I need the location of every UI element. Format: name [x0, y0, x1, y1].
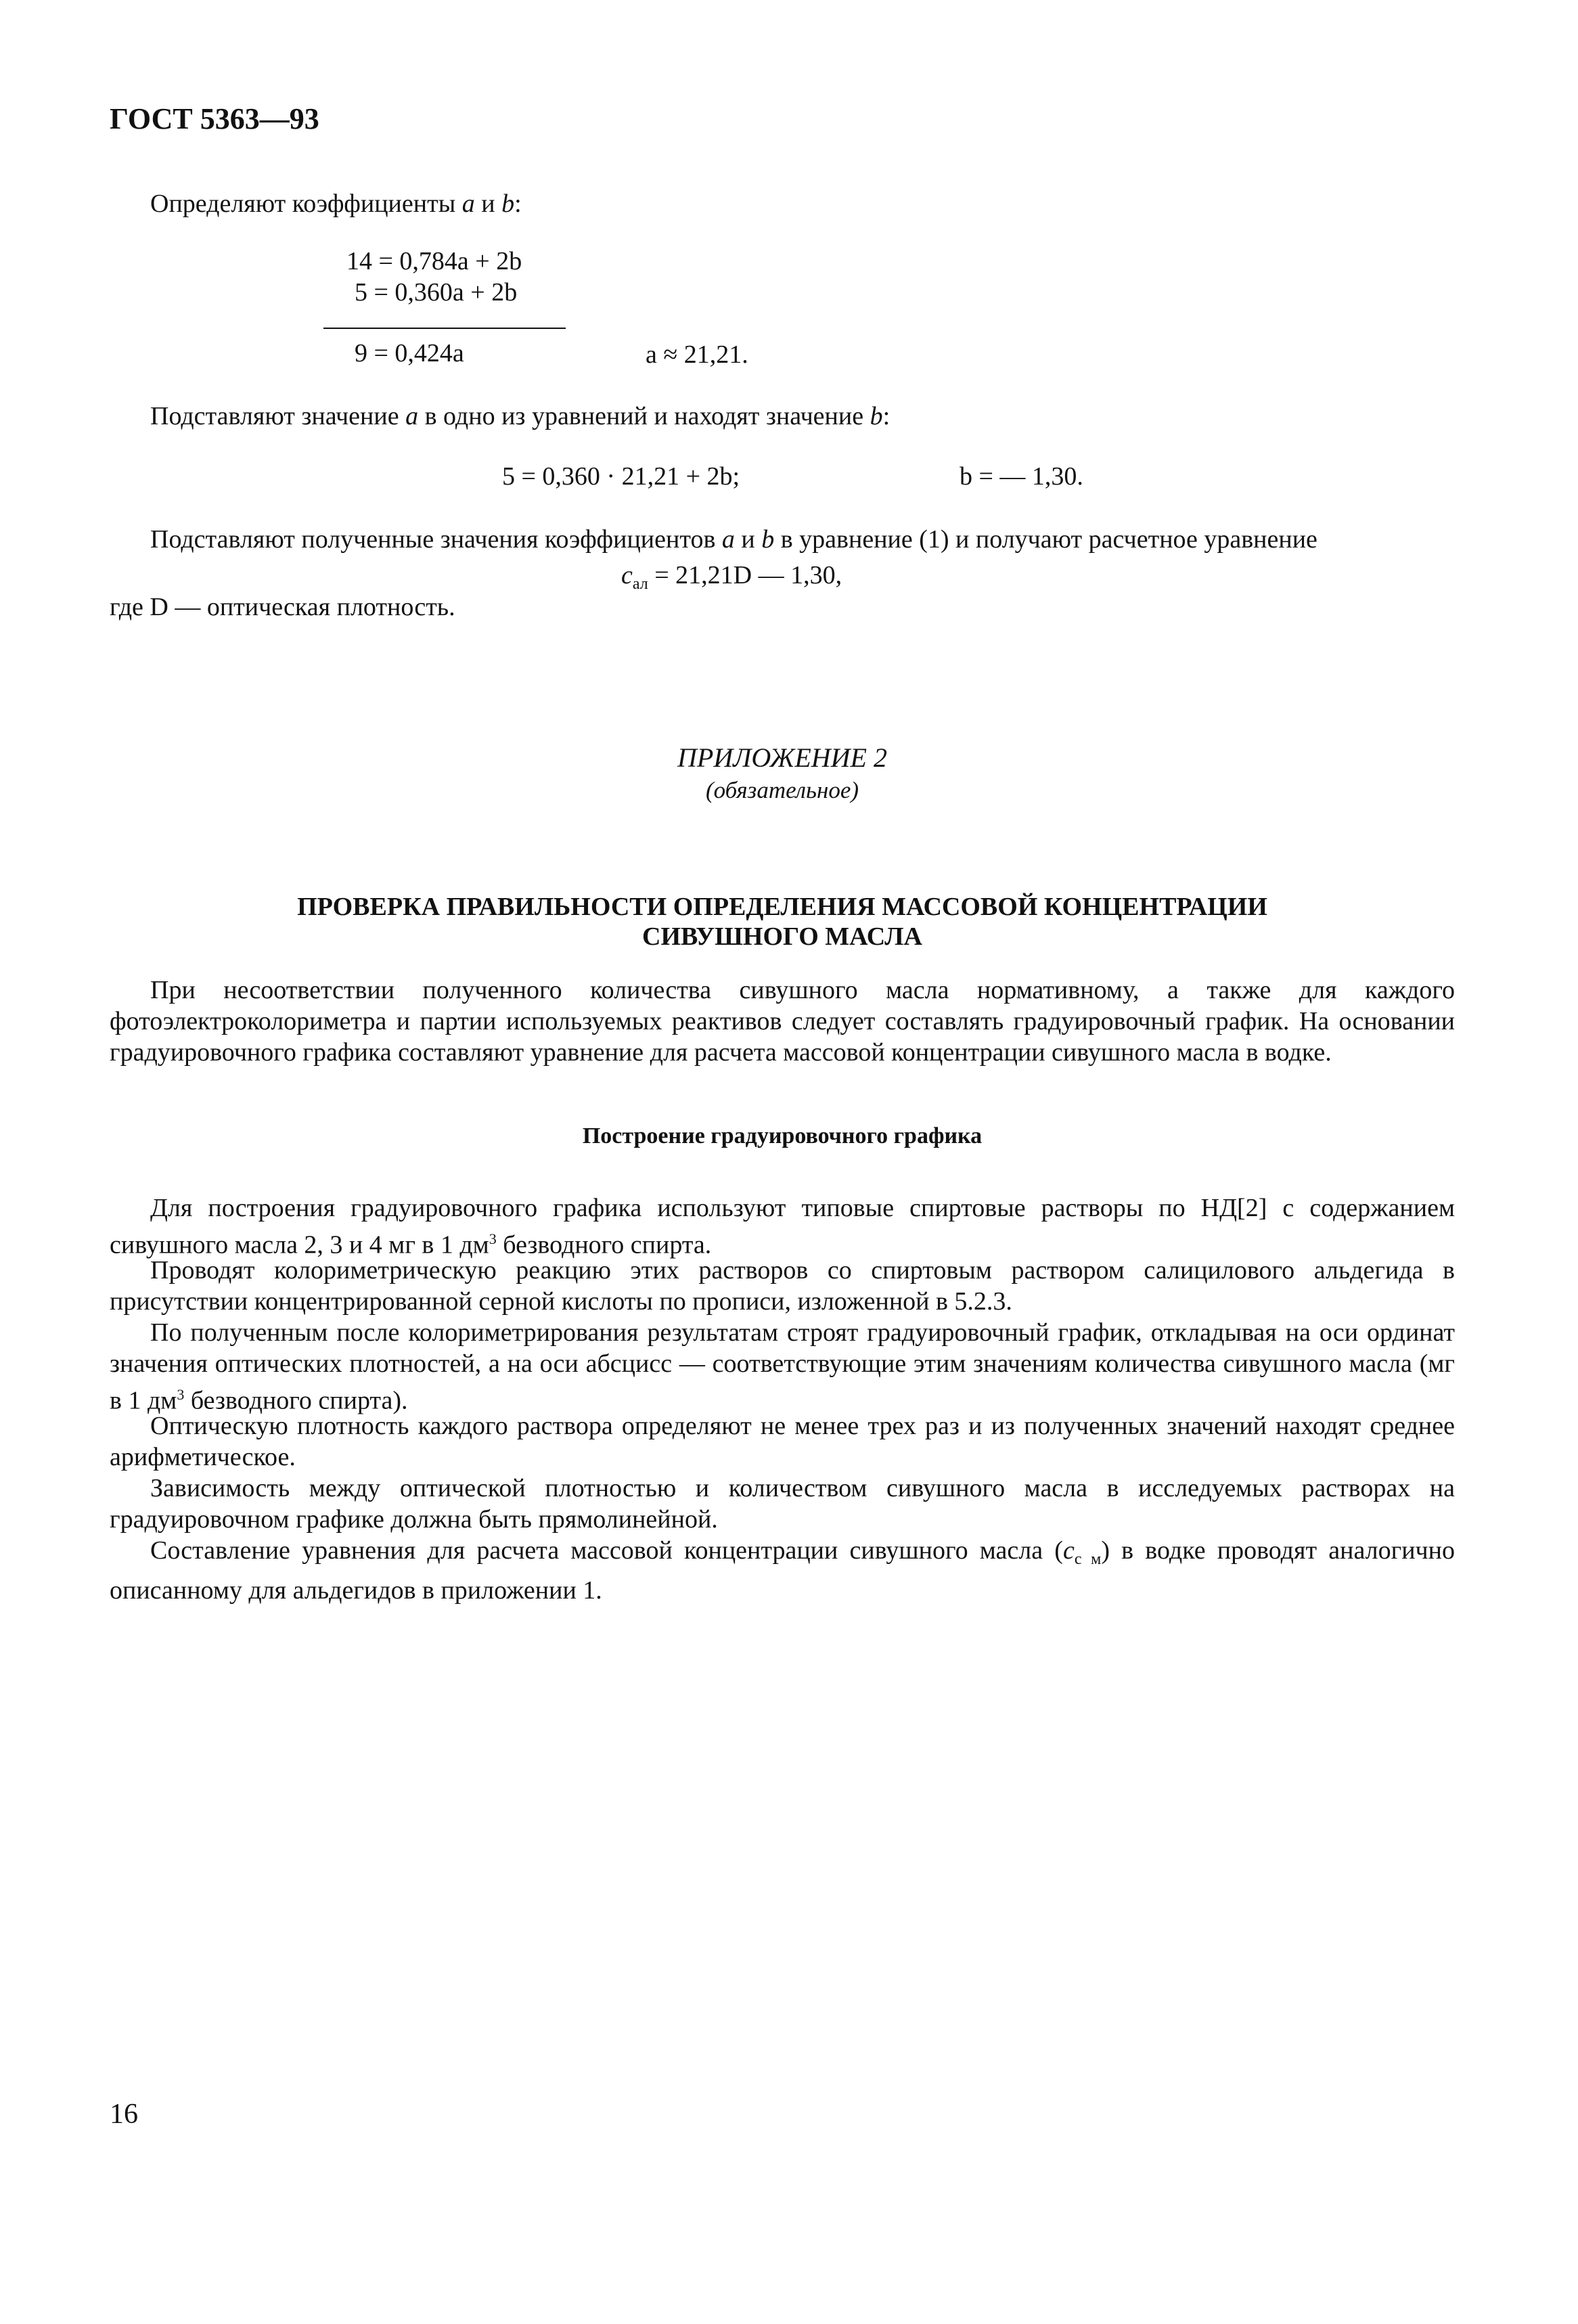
paragraph-solutions-sup: 3	[489, 1230, 497, 1247]
where-d-definition: где D — оптическая плотность.	[110, 593, 455, 621]
substitute-intro	[150, 401, 890, 432]
substitute-intro-mid: в одно из уравнений и находят значение	[418, 402, 870, 430]
final-intro-pre: Подставляют полученные значения коэффициентов	[150, 525, 722, 554]
paragraph-linearity: Зависимость между оптической плотностью и количеством сивушного масла в исследуемых растворах на градуировочном графике должна быть прямолинейной.	[110, 1474, 1455, 1534]
paragraph-plotting-sup: 3	[177, 1386, 185, 1403]
substitute-b: b	[870, 402, 883, 430]
page-number: 16	[110, 2099, 138, 2130]
coefficient-a: a	[461, 189, 475, 218]
b-result: b = — 1,30.	[960, 462, 1083, 491]
final-equation-c: c	[621, 561, 633, 589]
section-title-line-1: ПРОВЕРКА ПРАВИЛЬНОСТИ ОПРЕДЕЛЕНИЯ МАССОВОЙ КОНЦЕНТРАЦИИ	[297, 893, 1267, 921]
final-equation-subscript: ал	[632, 575, 648, 593]
paragraph-solutions-post: безводного спирта.	[496, 1230, 712, 1259]
paragraph-optical-density: Оптическую плотность каждого раствора определяют не менее трех раз и из полученных значений находят среднее арифметическое.	[110, 1412, 1455, 1471]
appendix-subtitle: (обязательное)	[705, 777, 859, 803]
paragraph-solutions	[110, 1192, 1455, 1261]
final-intro-post: в уравнение (1) и получают расчетное уравнение	[774, 525, 1317, 554]
substitute-intro-post: :	[882, 402, 891, 430]
paragraph-equation-post: ) в водке проводят аналогично описанному для альдегидов в приложении 1.	[110, 1536, 1455, 1605]
substitute-intro-pre: Подставляют значение	[150, 402, 406, 430]
paragraph-equation-c: c	[1062, 1536, 1075, 1565]
system-equation-2: 5 = 0,360a + 2b	[355, 278, 518, 307]
paragraph-equation-subscript: с м	[1074, 1550, 1102, 1568]
final-equation	[621, 560, 842, 594]
document-header: ГОСТ 5363—93	[110, 102, 319, 135]
paragraph-equation-pre: Составление уравнения для расчета массовой концентрации сивушного масла (	[150, 1536, 1063, 1565]
system-difference: 9 = 0,424a	[355, 339, 464, 367]
a-result: a ≈ 21,21.	[646, 340, 748, 369]
final-equation-intro	[150, 524, 1317, 555]
paragraph-solutions-pre: Для построения градуировочного графика используют типовые спиртовые растворы по НД[2] с содержанием сивушного масла 2, 3 и 4 мг в 1 дм	[110, 1194, 1455, 1259]
intro-paragraph: При несоответствии полученного количества сивушного масла нормативному, а также для каждого фотоэлектроколориметра и партии используемых реактивов следует составлять градуировочный график. На основании градуировочного графика составляют уравнение для расчета массовой концентрации сивушного масла в водке.	[110, 976, 1455, 1067]
section-title-line-2: СИВУШНОГО МАСЛА	[642, 922, 922, 951]
system-equation-1: 14 = 0,784a + 2b	[346, 247, 522, 275]
final-intro-b: b	[761, 525, 775, 554]
paragraph-equation	[110, 1535, 1455, 1606]
coefficients-intro	[150, 188, 522, 219]
appendix-title: ПРИЛОЖЕНИЕ 2	[677, 742, 887, 773]
final-intro-a: a	[721, 525, 735, 554]
paragraph-reaction: Проводят колориметрическую реакцию этих растворов со спиртовым раствором салицилового альдегида в присутствии концентрированной серной кислоты по прописи, изложенной в 5.2.3.	[110, 1256, 1455, 1316]
subtraction-rule	[323, 328, 566, 329]
substitute-equation: 5 = 0,360 · 21,21 + 2b;	[502, 462, 740, 491]
final-intro-mid: и	[734, 525, 762, 554]
coefficients-intro-pre: Определяют коэффициенты	[150, 189, 462, 218]
coefficients-intro-post: :	[514, 189, 522, 218]
final-equation-rest: = 21,21D — 1,30,	[648, 561, 842, 589]
paragraph-plotting-post: безводного спирта).	[184, 1386, 408, 1415]
paragraph-plotting-pre: По полученным после колориметрирования результатам строят градуировочный график, откладывая на оси ординат значения оптических плотностей, а на оси абсцисс — соответствующие этим значениям количества сивушного масла (мг в 1 дм	[110, 1318, 1455, 1415]
coefficients-intro-mid: и	[474, 189, 502, 218]
paragraph-plotting	[110, 1317, 1455, 1416]
substitute-a: a	[405, 402, 419, 430]
coefficient-b: b	[501, 189, 515, 218]
graph-subheading: Построение градуировочного графика	[582, 1123, 983, 1148]
